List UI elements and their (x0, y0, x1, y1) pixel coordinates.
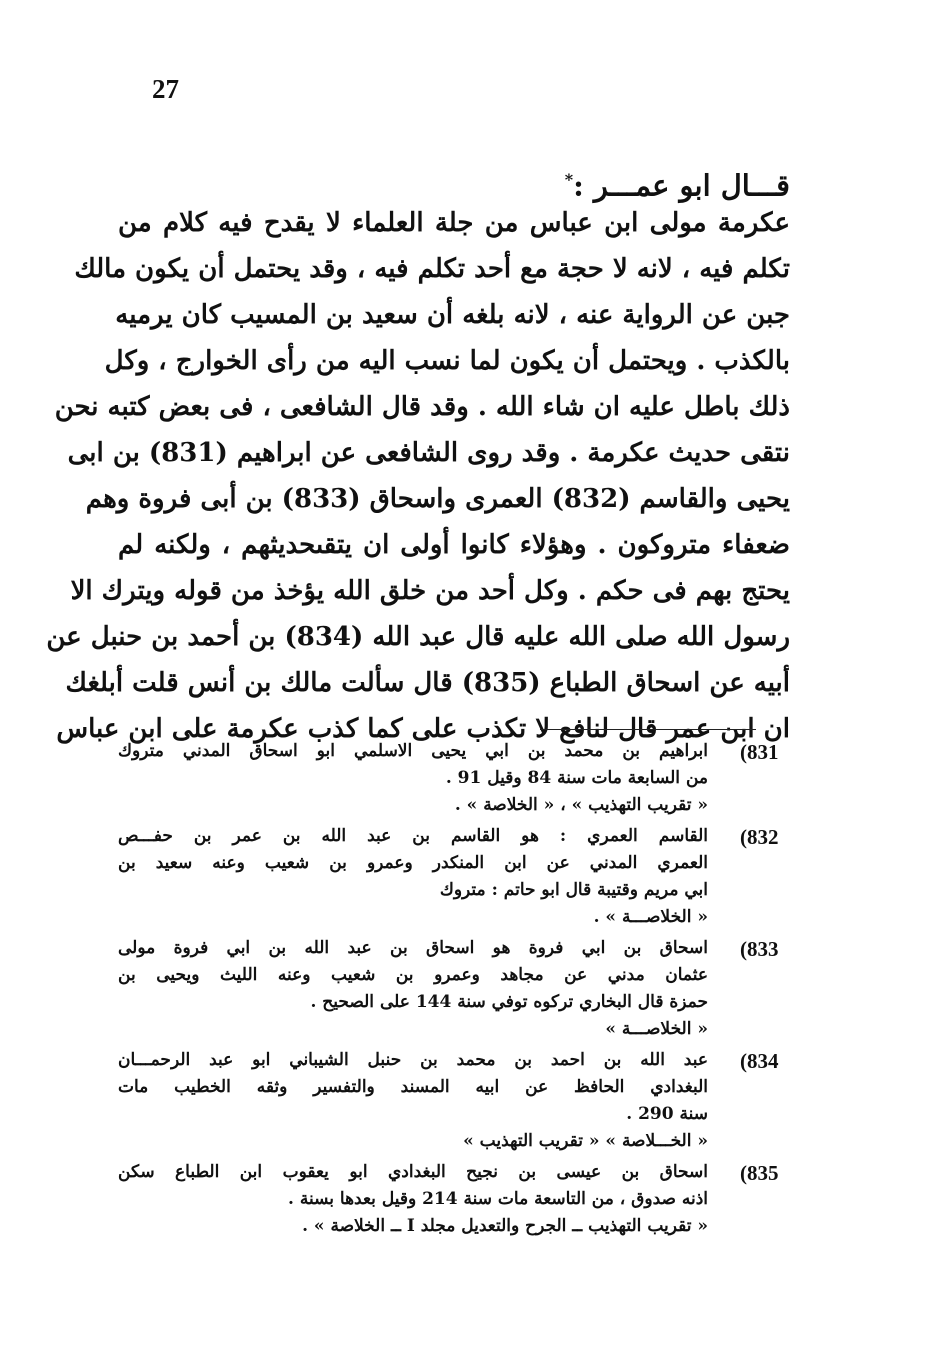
footnote-line: البغدادي الحافظ عن ابيه المسند والتفسير وثقه الخطيب مات (118, 1077, 708, 1097)
text-line: رسول الله صلى الله عليه قال عبد الله (834) بن أحمد بن حنبل عن (46, 622, 790, 652)
footnote-number: (834 (740, 1049, 779, 1073)
text-line: ضعفاء متروكون . وهؤلاء كانوا أولى ان يتقىحديثهم ، ولكنه لم (118, 530, 790, 560)
footnote-number: (832 (740, 825, 779, 849)
text-line: ان ابن عمر قال لنافع لا تكذب على كما كذب عكرمة على ابن عباس (56, 714, 790, 744)
text-line: عكرمة مولى ابن عباس من جلة العلماء لا يقدح فيه كلام من (118, 208, 790, 238)
footnote-831 (118, 738, 794, 819)
text-line: نتقى حديث عكرمة . وقد روى الشافعى عن ابراهيم (831) بن ابى (67, 438, 790, 468)
footnote-line: من السابعة مات سنة 84 وقيل 91 . (445, 768, 708, 788)
footnote-line: « تقريب التهذيب ــ الجرح والتعديل مجلد I ــ الخلاصة » . (302, 1216, 708, 1236)
footnote-834 (118, 1047, 794, 1155)
text-line: يحيى والقاسم (832) العمرى واسحاق (833) بن أبى فروة وهم (85, 484, 790, 514)
footnote-line: اسحاق بن ابي فروة هو اسحاق بن عبد الله بن ابي فروة مولى (118, 938, 708, 958)
footnote-line: « الخلاصـــة » . (593, 907, 708, 927)
text-line: يحتج بهم فى حكم . وكل أحد من خلق الله يؤخذ من قوله ويترك الا (70, 576, 790, 606)
footnote-line: سنة 290 . (626, 1104, 708, 1124)
heading-text: قـــال ابو عمـــر : (573, 168, 790, 203)
text-line: ذلك باطل عليه ان شاء الله . وقد قال الشافعى ، فى بعض كتبه نحن (54, 392, 790, 422)
text-line: أبيه عن اسحاق الطباع (835) قال سألت مالك بن أنس قلت أبلغك (65, 668, 790, 698)
footnote-832 (118, 823, 794, 931)
text-line: جبن عن الرواية عنه ، لانه بلغه أن سعيد بن المسيب كان يرميه (115, 300, 790, 330)
footnote-line: العمري المدني عن ابن المنكدر وعمرو بن شعيب وعنه سعيد بن (118, 853, 708, 873)
footnote-line: اسحاق بن عيسى بن نجيح البغدادي ابو يعقوب ابن الطباع سكن (118, 1162, 708, 1182)
footnote-833 (118, 935, 794, 1043)
footnote-line: « الخلاصـــة » (605, 1019, 708, 1039)
footnote-line: حمزة قال البخاري تركوه توفي سنة 144 على الصحيح . (310, 992, 708, 1012)
footnote-line: « تقريب التهذيب » ، « الخلاصة » . (454, 795, 708, 815)
footnote-line: ابراهيم بن محمد بن ابي يحيى الاسلمي ابو اسحاق المدني متروك (118, 741, 708, 761)
footnotes (118, 738, 794, 1244)
text-line: بالكذب . ويحتمل أن يكون لما نسب اليه من رأى الخوارج ، وكل (104, 346, 790, 376)
page-number: 27 (152, 74, 179, 104)
text-line: تكلم فيه ، لانه لا حجة مع أحد تكلم فيه ، وقد يحتمل أن يكون مالك (74, 254, 790, 284)
main-text (46, 200, 790, 752)
footnote-line: عثمان مدني عن مجاهد وعمرو بن شعيب وعنه الليث ويحيى بن (118, 965, 708, 985)
footnote-line: عبد الله بن احمد بن محمد بن حنبل الشيباني ابو عبد الرحمـــان (118, 1050, 708, 1070)
footnote-separator (540, 729, 756, 730)
footnote-line: اذنه صدوق ، من التاسعة مات سنة 214 وقيل بعدها بسنة . (288, 1189, 708, 1209)
footnote-835 (118, 1159, 794, 1240)
footnote-number: (835 (740, 1161, 779, 1185)
footnote-number: (831 (740, 740, 779, 764)
footnote-line: ابي مريم وقتيبة قال ابو حاتم : متروك (439, 880, 708, 900)
footnote-line: « الخـــلاصة » « تقريب التهذيب » (463, 1131, 708, 1151)
heading-footnote-mark: * (564, 170, 574, 189)
footnote-number: (833 (740, 937, 779, 961)
footnote-line: القاسم العمري : هو القاسم بن عبد الله بن عمر بن حفـــص (118, 826, 708, 846)
